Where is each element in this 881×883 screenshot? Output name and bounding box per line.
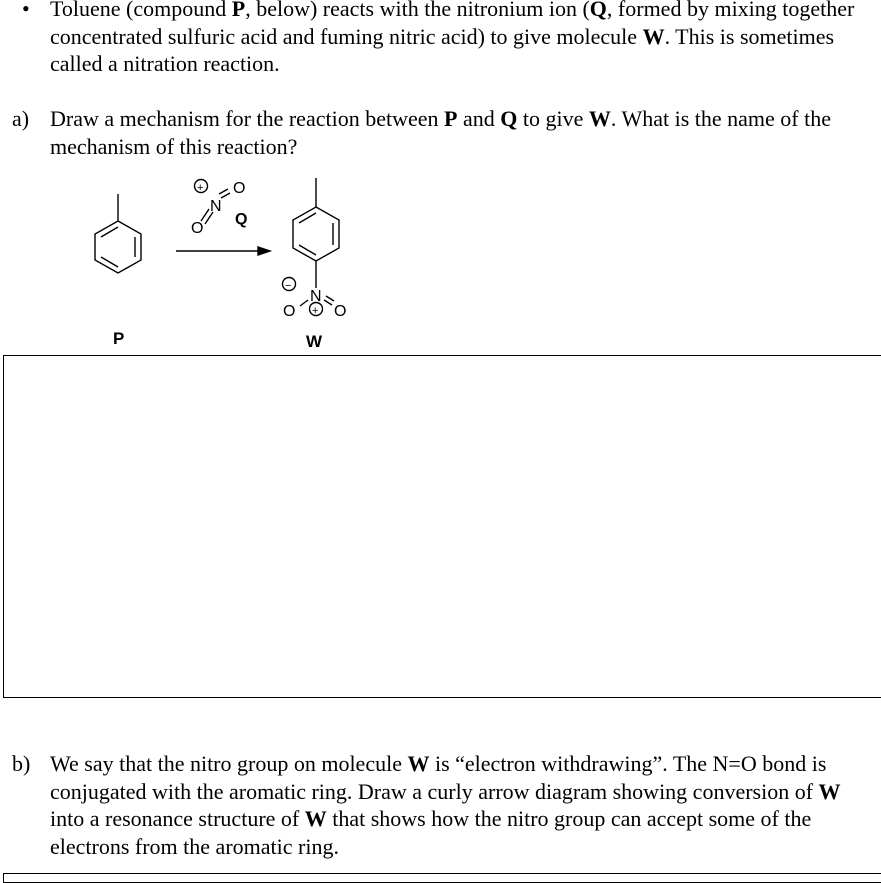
toluene-structure xyxy=(95,194,141,273)
atom-n: N xyxy=(310,288,322,305)
compound-q-ref: Q xyxy=(589,0,607,21)
atom-o: O xyxy=(191,220,204,237)
answer-box-a[interactable] xyxy=(3,355,881,698)
minus-charge-icon: − xyxy=(285,280,292,292)
question-text: into a resonance structure of xyxy=(50,806,305,831)
label-q: Q xyxy=(235,211,248,228)
question-text: Draw a mechanism for the reaction between xyxy=(50,106,444,131)
answer-box-b[interactable] xyxy=(3,873,881,883)
compound-q-ref: Q xyxy=(500,106,518,131)
plus-charge-icon: + xyxy=(312,305,319,317)
question-b-text xyxy=(50,750,870,860)
question-b-label: b) xyxy=(12,751,31,776)
compound-w-ref: W xyxy=(304,806,327,831)
intro-text: , formed by mixing together concentrated sulfuric acid and fuming nitric acid) to give molecule xyxy=(50,0,855,49)
bullet-marker: • xyxy=(22,0,30,21)
intro-text: , below) reacts with the nitronium ion ( xyxy=(245,0,590,21)
compound-p-ref: P xyxy=(231,0,246,21)
question-text: . What is the name of the mechanism of this reaction? xyxy=(50,106,831,159)
label-w: W xyxy=(306,332,323,351)
question-text: is “electron withdrawing”. The N=O bond is conjugated with the aromatic ring. Draw a curly arrow diagram showing conversion of xyxy=(50,751,827,804)
question-text: and xyxy=(457,106,501,131)
question-a-text xyxy=(50,105,875,160)
question-a-label: a) xyxy=(12,106,30,131)
compound-w-ref: W xyxy=(818,778,841,804)
intro-paragraph xyxy=(50,0,870,78)
question-text: to give xyxy=(517,106,589,131)
atom-n: N xyxy=(210,198,222,215)
plus-charge-icon: + xyxy=(197,182,204,194)
reaction-arrow xyxy=(176,247,270,255)
compound-w-ref: W xyxy=(642,23,665,49)
label-p: P xyxy=(113,329,125,348)
intro-text: . This is sometimes called a nitration reaction. xyxy=(50,23,835,76)
compound-p-ref: P xyxy=(444,106,458,131)
question-text: We say that the nitro group on molecule xyxy=(50,751,408,776)
atom-o: O xyxy=(283,303,296,320)
compound-w-ref: W xyxy=(588,106,611,131)
atom-o: O xyxy=(233,180,246,197)
compound-w-ref: W xyxy=(407,751,430,776)
reaction-scheme xyxy=(0,170,881,355)
intro-text: Toluene (compound xyxy=(50,0,232,21)
atom-o: O xyxy=(334,303,347,320)
question-text: that shows how the nitro group can accept some of the electrons from the aromatic ring. xyxy=(50,806,812,859)
